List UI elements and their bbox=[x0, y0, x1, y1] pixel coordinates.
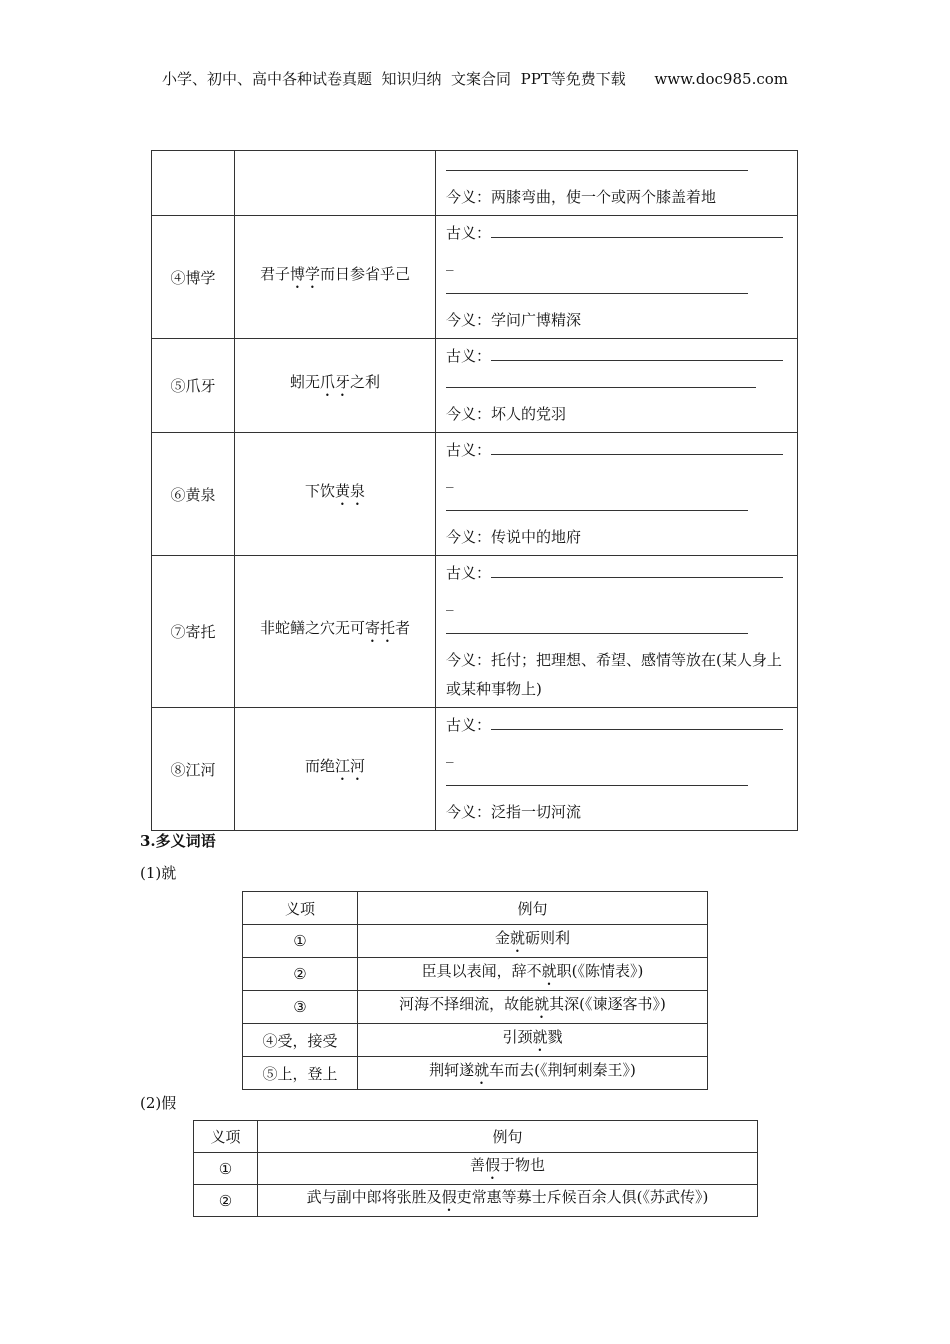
example-cell: 而绝江河 bbox=[235, 708, 436, 831]
answer-blank[interactable] bbox=[491, 559, 783, 578]
table-row bbox=[152, 708, 798, 831]
word-cell: ⑦寄托 bbox=[152, 556, 235, 708]
answer-line[interactable] bbox=[446, 154, 748, 171]
meaning-item: ② bbox=[243, 958, 358, 991]
emphasized-word: 就 bbox=[532, 1027, 548, 1046]
meaning-item: ④受，接受 bbox=[243, 1024, 358, 1057]
meaning-cell bbox=[436, 708, 798, 831]
ancient-meaning-label: 古义： bbox=[446, 347, 492, 365]
meaning-cell bbox=[436, 339, 798, 433]
example-cell: 非蛇鳝之穴无可寄托者 bbox=[235, 556, 436, 708]
table-row bbox=[152, 556, 798, 708]
table-row bbox=[243, 991, 708, 1024]
table-header-row bbox=[194, 1121, 758, 1153]
ancient-meaning-label: 古义： bbox=[446, 441, 492, 459]
answer-blank[interactable] bbox=[491, 711, 783, 730]
word-cell: ⑧江河 bbox=[152, 708, 235, 831]
modern-meaning: 今义：泛指一切河流 bbox=[446, 803, 582, 821]
table-row bbox=[152, 151, 798, 216]
subsection-title: (1)就 bbox=[140, 864, 177, 882]
dash-mark: _ bbox=[446, 253, 454, 271]
modern-meaning: 今义：坏人的党羽 bbox=[446, 405, 567, 423]
example-sentence: 善假于物也 bbox=[258, 1153, 758, 1185]
emphasized-word: 黄泉 bbox=[335, 481, 366, 500]
table-row bbox=[243, 1057, 708, 1090]
table-row bbox=[152, 433, 798, 556]
table-row bbox=[194, 1185, 758, 1217]
example-cell bbox=[235, 151, 436, 216]
modern-meaning: 今义：学问广博精深 bbox=[446, 311, 582, 329]
emphasized-word: 假 bbox=[484, 1156, 500, 1174]
table-row bbox=[194, 1153, 758, 1185]
example-sentence: 河海不择细流，故能就其深(《谏逐客书》) bbox=[358, 991, 708, 1024]
emphasized-word: 江河 bbox=[335, 756, 366, 775]
modern-meaning: 今义：两膝弯曲，使一个或两个膝盖着地 bbox=[446, 188, 717, 206]
emphasized-word: 就 bbox=[474, 1060, 490, 1079]
answer-blank[interactable] bbox=[491, 342, 783, 361]
example-sentence: 臣具以表闻，辞不就职(《陈情表》) bbox=[358, 958, 708, 991]
table-row bbox=[243, 1024, 708, 1057]
emphasized-word: 寄托 bbox=[364, 619, 395, 637]
dash-mark: _ bbox=[446, 593, 454, 611]
emphasized-word: 就 bbox=[534, 994, 550, 1013]
ancient-meaning-label: 古义： bbox=[446, 564, 492, 582]
answer-line[interactable] bbox=[446, 769, 748, 786]
example-cell: 蚓无爪牙之利 bbox=[235, 339, 436, 433]
table-header-row bbox=[243, 892, 708, 925]
example-cell: 下饮黄泉 bbox=[235, 433, 436, 556]
answer-line[interactable] bbox=[446, 617, 748, 634]
answer-line[interactable] bbox=[446, 494, 748, 511]
polysemy-table-jia bbox=[193, 1120, 758, 1217]
example-cell: 君子博学而日参省乎己 bbox=[235, 216, 436, 339]
section-title: 3.多义词语 bbox=[140, 832, 216, 850]
meaning-cell bbox=[436, 151, 798, 216]
table-row bbox=[152, 216, 798, 339]
column-header: 例句 bbox=[358, 892, 708, 925]
meaning-cell bbox=[436, 216, 798, 339]
column-header: 义项 bbox=[194, 1121, 258, 1153]
column-header: 例句 bbox=[258, 1121, 758, 1153]
word-cell bbox=[152, 151, 235, 216]
meaning-item: ② bbox=[194, 1185, 258, 1217]
table-row bbox=[243, 925, 708, 958]
modern-meaning: 今义：传说中的地府 bbox=[446, 528, 582, 546]
page-header: 小学、初中、高中各种试卷真题 知识归纳 文案合同 PPT等免费下载 www.doc985.com bbox=[161, 70, 788, 88]
answer-line[interactable] bbox=[446, 371, 756, 388]
polysemy-table-jiu bbox=[242, 891, 708, 1090]
emphasized-word: 就 bbox=[509, 928, 525, 947]
example-sentence: 武与副中郎将张胜及假吏常惠等募士斥候百余人俱(《苏武传》) bbox=[258, 1185, 758, 1217]
answer-blank[interactable] bbox=[491, 219, 783, 238]
example-sentence: 引颈就戮 bbox=[358, 1024, 708, 1057]
example-sentence: 金就砺则利 bbox=[358, 925, 708, 958]
emphasized-word: 假 bbox=[441, 1188, 457, 1206]
answer-line[interactable] bbox=[446, 277, 748, 294]
example-sentence: 荆轲遂就车而去(《荆轲刺秦王》) bbox=[358, 1057, 708, 1090]
ancient-meaning-label: 古义： bbox=[446, 224, 492, 242]
table-row bbox=[152, 339, 798, 433]
emphasized-word: 博学 bbox=[289, 264, 320, 283]
meaning-cell bbox=[436, 556, 798, 708]
dash-mark: _ bbox=[446, 745, 454, 763]
emphasized-word: 爪牙 bbox=[319, 373, 350, 391]
ancient-meaning-label: 古义： bbox=[446, 716, 492, 734]
ancient-modern-meaning-table bbox=[151, 150, 798, 831]
table-row bbox=[243, 958, 708, 991]
column-header: 义项 bbox=[243, 892, 358, 925]
meaning-cell bbox=[436, 433, 798, 556]
word-cell: ④博学 bbox=[152, 216, 235, 339]
answer-blank[interactable] bbox=[491, 436, 783, 455]
subsection-title: (2)假 bbox=[140, 1094, 177, 1112]
emphasized-word: 就 bbox=[541, 961, 557, 980]
meaning-item: ⑤上，登上 bbox=[243, 1057, 358, 1090]
meaning-item: ① bbox=[243, 925, 358, 958]
word-cell: ⑤爪牙 bbox=[152, 339, 235, 433]
dash-mark: _ bbox=[446, 470, 454, 488]
modern-meaning: 今义：托付；把理想、希望、感情等放在(某人身上或某种事物上) bbox=[446, 651, 782, 698]
word-cell: ⑥黄泉 bbox=[152, 433, 235, 556]
meaning-item: ③ bbox=[243, 991, 358, 1024]
meaning-item: ① bbox=[194, 1153, 258, 1185]
